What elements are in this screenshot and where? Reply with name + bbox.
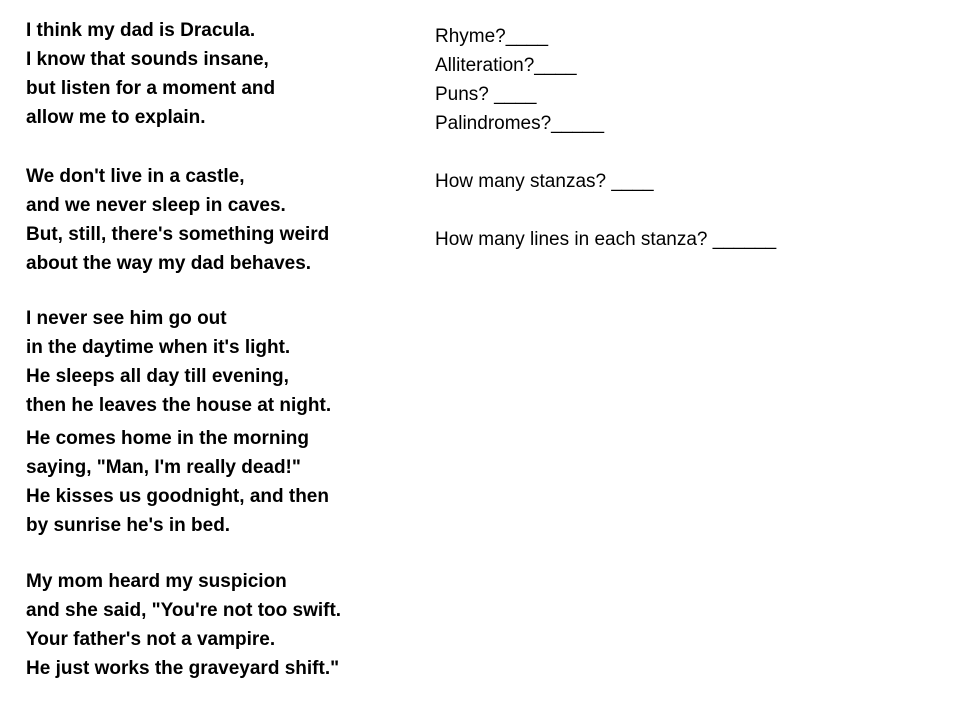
poem-line: I never see him go out	[26, 308, 227, 329]
palindromes-question: Palindromes?_____	[435, 113, 605, 134]
poem-line: He comes home in the morning	[26, 428, 309, 449]
puns-question: Puns? ____	[435, 84, 537, 105]
stanza-1	[26, 16, 275, 132]
spacer	[435, 196, 935, 225]
stanza-2	[26, 162, 329, 278]
poem-line: He sleeps all day till evening,	[26, 366, 289, 387]
spacer	[435, 138, 935, 167]
poem-line: about the way my dad behaves.	[26, 253, 312, 274]
poem-line: by sunrise he's in bed.	[26, 515, 231, 536]
rhyme-question: Rhyme?____	[435, 26, 549, 47]
worksheet-questions	[435, 22, 935, 254]
poem-line: Your father's not a vampire.	[26, 629, 276, 650]
poem-line: But, still, there's something weird	[26, 224, 330, 245]
poem-line: saying, "Man, I'm really dead!"	[26, 457, 301, 478]
lines-per-stanza-question: How many lines in each stanza? ______	[435, 229, 777, 250]
alliteration-question: Alliteration?____	[435, 55, 577, 76]
poem-line: then he leaves the house at night.	[26, 395, 332, 416]
poem-line: in the daytime when it's light.	[26, 337, 291, 358]
stanza-4	[26, 424, 329, 540]
stanza-5	[26, 567, 341, 683]
poem-line: allow me to explain.	[26, 107, 206, 128]
stanza-count-question: How many stanzas? ____	[435, 171, 654, 192]
poem-line: and she said, "You're not too swift.	[26, 600, 342, 621]
poem-line: He just works the graveyard shift."	[26, 658, 340, 679]
poem-line: My mom heard my suspicion	[26, 571, 287, 592]
poem-line: but listen for a moment and	[26, 78, 276, 99]
poem-line: and we never sleep in caves.	[26, 195, 286, 216]
poem-line: He kisses us goodnight, and then	[26, 486, 329, 507]
stanza-3	[26, 304, 331, 420]
poem-line: We don't live in a castle,	[26, 166, 245, 187]
poem-line: I know that sounds insane,	[26, 49, 269, 70]
poem-line: I think my dad is Dracula.	[26, 20, 256, 41]
